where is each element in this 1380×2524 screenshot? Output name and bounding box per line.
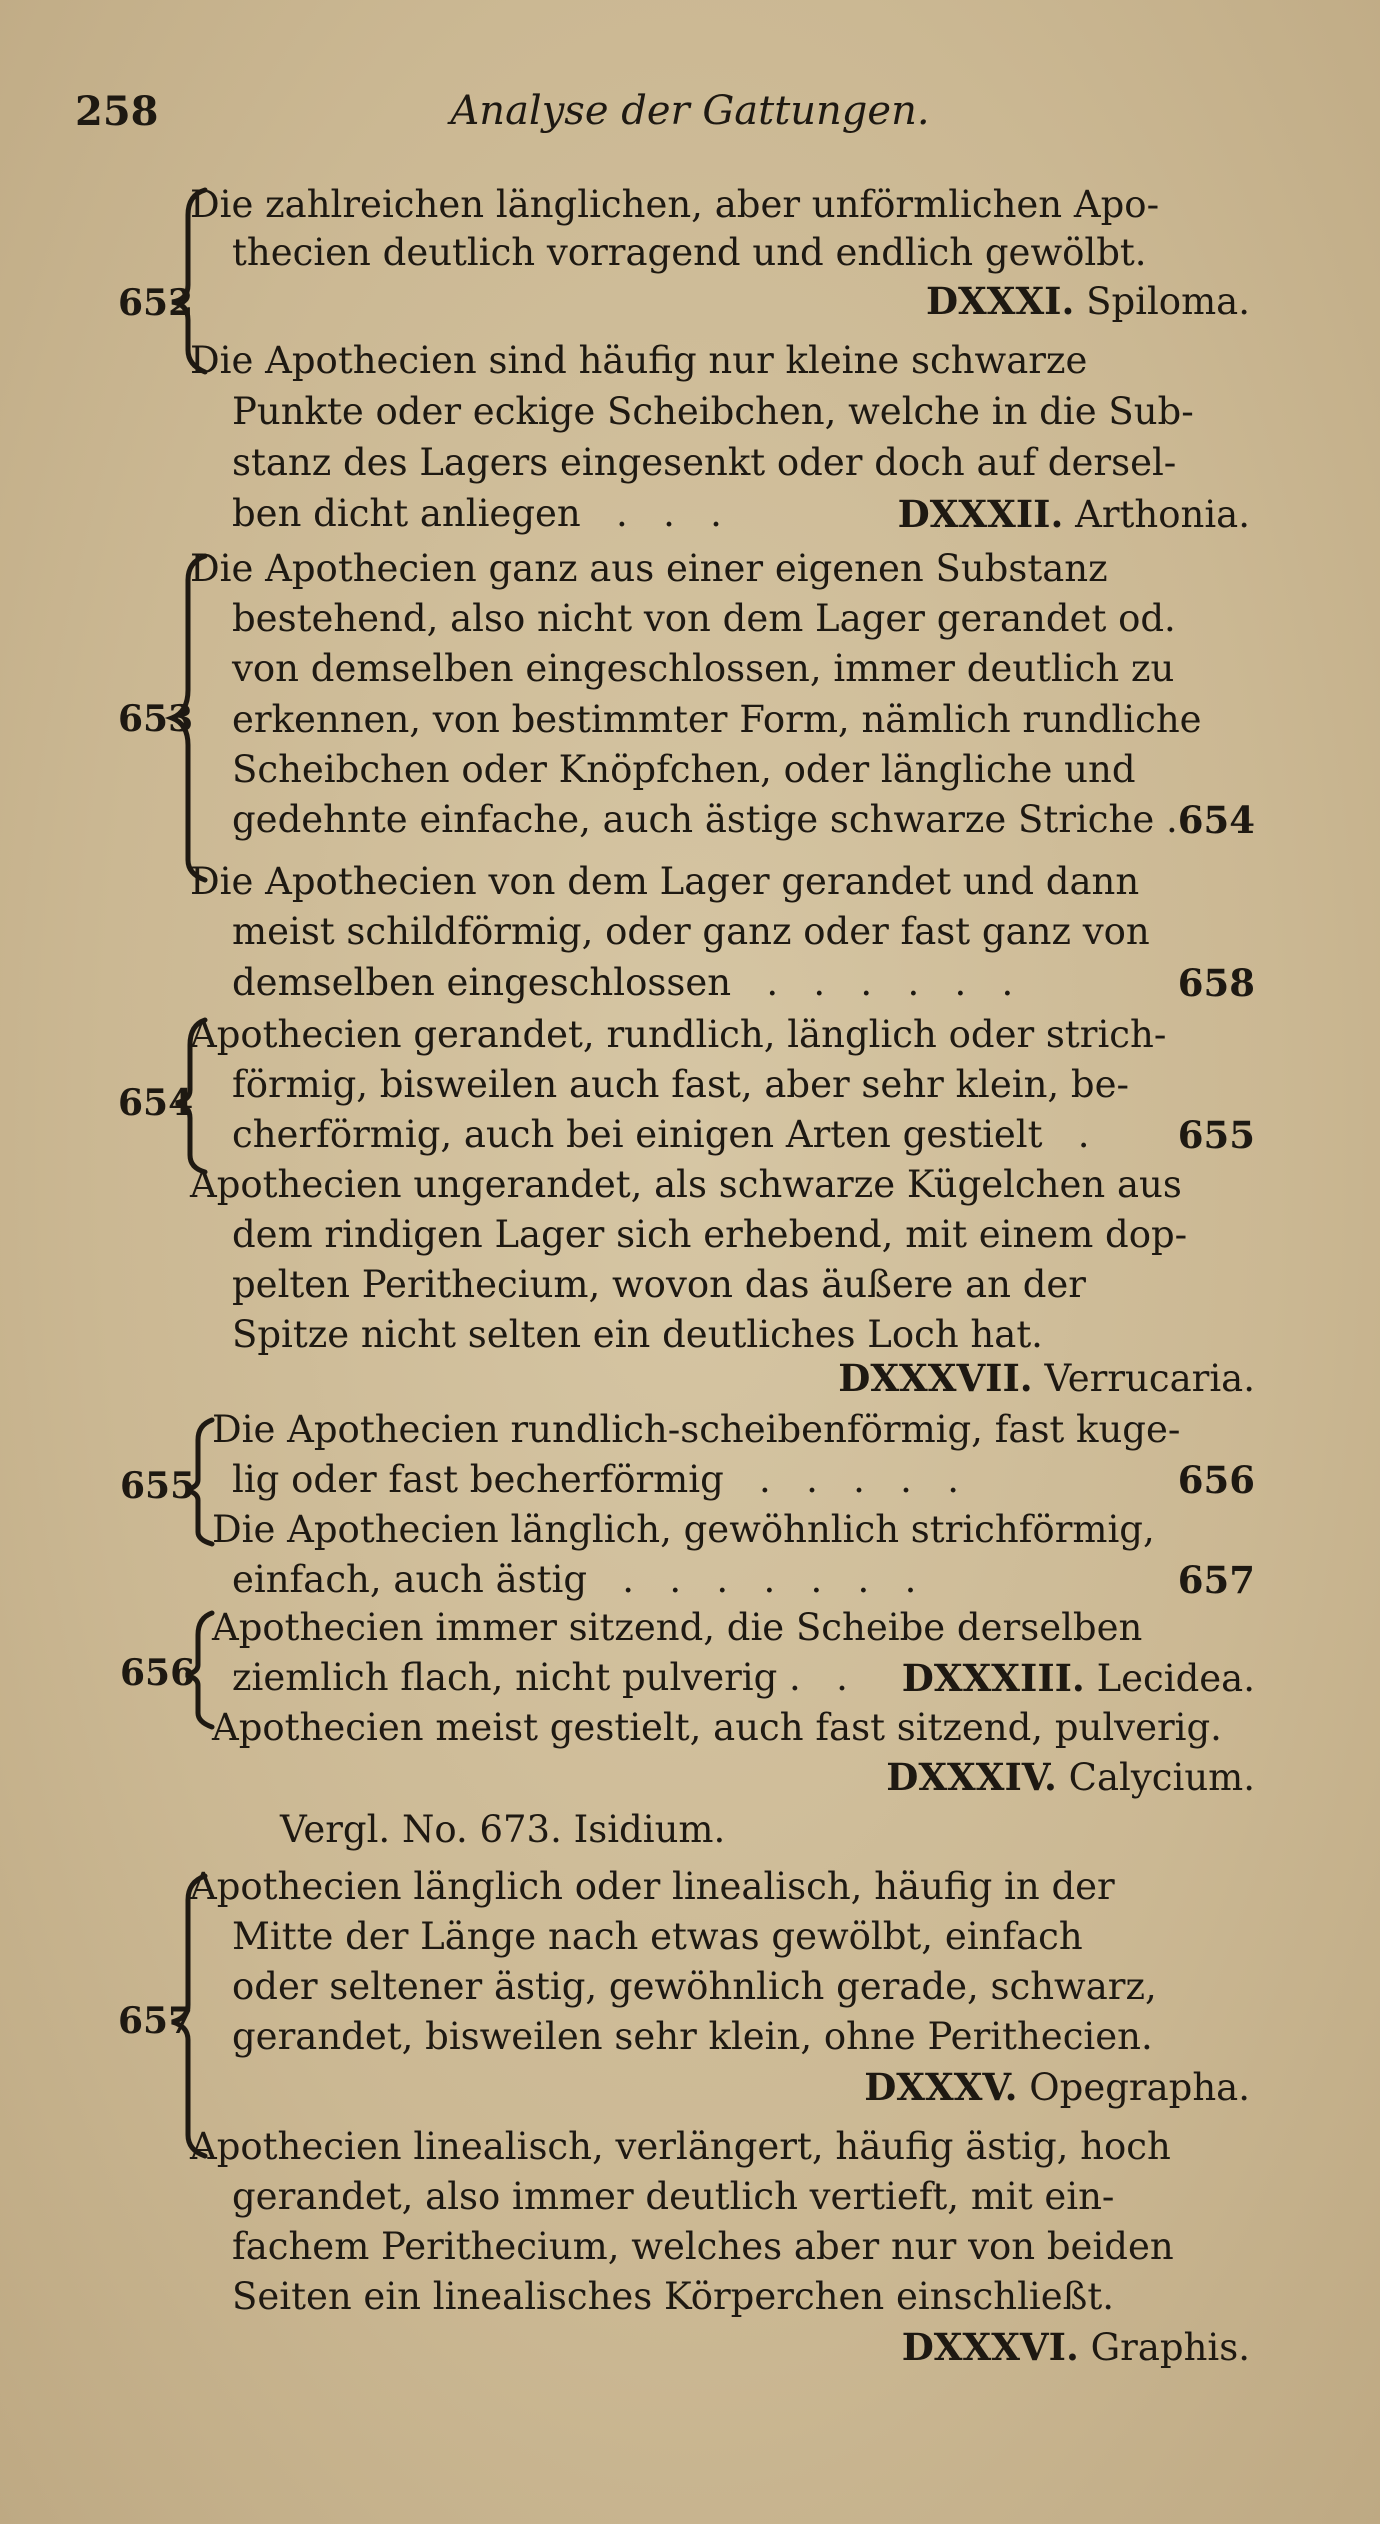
key-line: stanz des Lagers eingesenkt oder doch auf dersel- (232, 441, 1177, 484)
key-line: lig oder fast becherförmig . . . . . (232, 1458, 959, 1501)
key-line: gerandet, bisweilen sehr klein, ohne Perithecien. (232, 2015, 1153, 2058)
couplet-number: 656 (120, 1652, 196, 1694)
couplet-number: 657 (118, 2000, 194, 2042)
key-line: Apothecien linealisch, verlängert, häufig ästig, hoch (190, 2125, 1171, 2168)
key-line: fachem Perithecium, welches aber nur von beiden (232, 2225, 1174, 2268)
couplet-reference: 655 (1177, 1113, 1255, 1157)
key-line: Die Apothecien sind häufig nur kleine schwarze (190, 339, 1088, 382)
taxon-result: DXXXI. Spiloma. (925, 279, 1250, 323)
taxon-result: DXXXII. Arthonia. (897, 492, 1250, 536)
key-line: erkennen, von bestimmter Form, nämlich rundliche (232, 698, 1202, 741)
couplet-reference: 656 (1177, 1458, 1255, 1502)
key-line: gerandet, also immer deutlich vertieft, mit ein- (232, 2175, 1115, 2218)
key-line: Apothecien länglich oder linealisch, häufig in der (190, 1865, 1115, 1908)
key-line: Apothecien ungerandet, als schwarze Kügelchen aus (190, 1163, 1182, 1206)
couplet-reference: 657 (1177, 1558, 1255, 1602)
key-line: oder seltener ästig, gewöhnlich gerade, schwarz, (232, 1965, 1157, 2008)
key-line: ben dicht anliegen . . . (232, 492, 722, 535)
couplet-number: 654 (118, 1082, 194, 1124)
key-line: ziemlich flach, nicht pulverig . . (232, 1656, 848, 1699)
key-line: Scheibchen oder Knöpfchen, oder längliche und (232, 748, 1136, 791)
taxon-result: DXXXVII. Verrucaria. (838, 1356, 1255, 1400)
key-line: Seiten ein linealisches Körperchen einschließt. (232, 2275, 1114, 2318)
taxon-result: DXXXV. Opegrapha. (864, 2065, 1250, 2109)
couplet-number: 652 (118, 282, 194, 324)
key-line: pelten Perithecium, wovon das äußere an der (232, 1263, 1086, 1306)
key-line: Apothecien meist gestielt, auch fast sitzend, pulverig. (212, 1706, 1222, 1749)
taxon-result: DXXXIV. Calycium. (886, 1755, 1255, 1799)
taxon-result: DXXXVI. Graphis. (901, 2325, 1250, 2369)
key-line: Die Apothecien rundlich-scheibenförmig, fast kuge- (212, 1408, 1181, 1451)
key-line: thecien deutlich vorragend und endlich gewölbt. (232, 231, 1147, 274)
key-line: cherförmig, auch bei einigen Arten gestielt . (232, 1113, 1090, 1156)
page-number: 258 (75, 88, 159, 135)
key-line: meist schildförmig, oder ganz oder fast ganz von (232, 910, 1150, 953)
key-line: demselben eingeschlossen . . . . . . (232, 961, 1014, 1004)
couplet-number: 655 (120, 1465, 196, 1507)
key-line: einfach, auch ästig . . . . . . . (232, 1558, 917, 1601)
couplet-reference: 654 (1177, 798, 1255, 842)
key-line: Punkte oder eckige Scheibchen, welche in die Sub- (232, 390, 1194, 433)
taxon-result: DXXXIII. Lecidea. (901, 1656, 1255, 1700)
key-line: Spitze nicht selten ein deutliches Loch hat. (232, 1313, 1043, 1356)
key-line: Apothecien gerandet, rundlich, länglich oder strich- (190, 1013, 1167, 1056)
key-line: gedehnte einfache, auch ästige schwarze Striche . (232, 798, 1178, 841)
key-line: dem rindigen Lager sich erhebend, mit einem dop- (232, 1213, 1188, 1256)
key-line: förmig, bisweilen auch fast, aber sehr klein, be- (232, 1063, 1130, 1106)
key-line: von demselben eingeschlossen, immer deutlich zu (232, 647, 1175, 690)
key-line: Mitte der Länge nach etwas gewölbt, einfach (232, 1915, 1083, 1958)
key-line: Apothecien immer sitzend, die Scheibe derselben (212, 1606, 1143, 1649)
key-line: Die zahlreichen länglichen, aber unförmlichen Apo- (190, 183, 1160, 226)
key-line: Die Apothecien von dem Lager gerandet und dann (190, 860, 1140, 903)
key-line: Die Apothecien ganz aus einer eigenen Substanz (190, 547, 1108, 590)
key-line: Die Apothecien länglich, gewöhnlich strichförmig, (212, 1508, 1155, 1551)
couplet-number: 653 (118, 698, 194, 740)
couplet-reference: 658 (1177, 961, 1255, 1005)
running-title: Analyse der Gattungen. (450, 88, 930, 134)
key-line: bestehend, also nicht von dem Lager gerandet od. (232, 597, 1176, 640)
cross-reference-note: Vergl. No. 673. Isidium. (280, 1808, 726, 1851)
